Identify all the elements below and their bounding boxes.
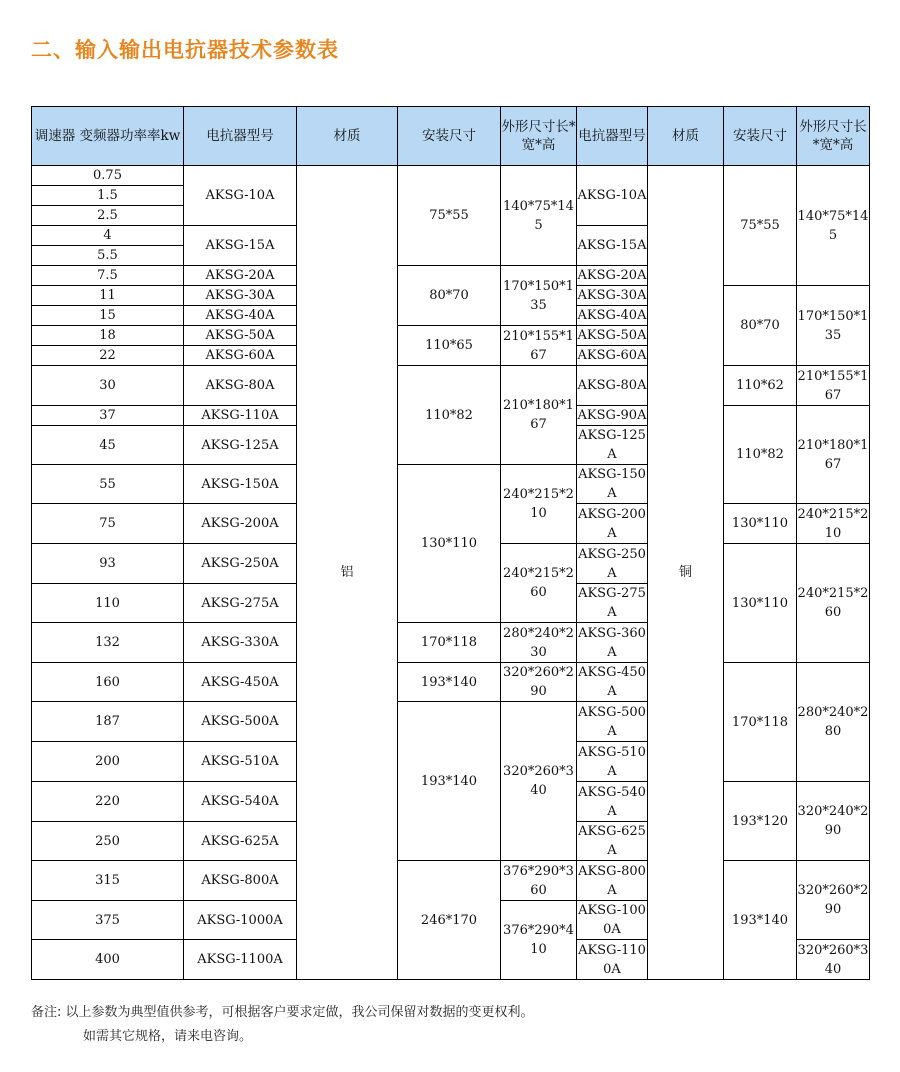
power-cell: 5.5 [32, 246, 184, 266]
model-cu-cell: AKSG-540A [577, 782, 648, 822]
material-cu-cell: 铜 [648, 166, 724, 980]
model-al-cell: AKSG-30A [184, 286, 297, 306]
mount-cu-cell: 130*110 [724, 504, 797, 544]
model-al-cell: AKSG-250A [184, 544, 297, 584]
model-al-cell: AKSG-15A [184, 226, 297, 266]
dims-cu-cell: 240*215*260 [797, 544, 870, 663]
dims-al-cell: 210*180*167 [501, 366, 577, 465]
model-al-cell: AKSG-625A [184, 822, 297, 861]
dims-cu-cell: 210*180*167 [797, 406, 870, 504]
mount-cu-cell: 130*110 [724, 544, 797, 663]
power-cell: 160 [32, 663, 184, 702]
model-al-cell: AKSG-800A [184, 861, 297, 901]
header-model-cu: 电抗器型号 [577, 107, 648, 166]
model-al-cell: AKSG-275A [184, 584, 297, 623]
header-mount-cu: 安装尺寸 [724, 107, 797, 166]
header-power: 调速器 变频器功率率kw [32, 107, 184, 166]
dims-al-cell: 376*290*410 [501, 901, 577, 980]
model-al-cell: AKSG-125A [184, 426, 297, 465]
model-cu-cell: AKSG-10A [577, 166, 648, 226]
model-cu-cell: AKSG-80A [577, 366, 648, 406]
model-al-cell: AKSG-1000A [184, 901, 297, 940]
model-al-cell: AKSG-50A [184, 326, 297, 346]
model-cu-cell: AKSG-30A [577, 286, 648, 306]
mount-cu-cell: 193*120 [724, 782, 797, 861]
dims-al-cell: 320*260*290 [501, 663, 577, 702]
model-al-cell: AKSG-40A [184, 306, 297, 326]
dims-cu-cell: 280*240*280 [797, 663, 870, 782]
model-cu-cell: AKSG-90A [577, 406, 648, 426]
footnote-line-2: 如需其它规格，请来电咨询。 [83, 1029, 253, 1044]
power-cell: 2.5 [32, 206, 184, 226]
power-cell: 93 [32, 544, 184, 584]
model-cu-cell: AKSG-510A [577, 742, 648, 782]
power-cell: 30 [32, 366, 184, 406]
header-dims-cu: 外形尺寸长*宽*高 [797, 107, 870, 166]
model-cu-cell: AKSG-275A [577, 584, 648, 623]
model-cu-cell: AKSG-250A [577, 544, 648, 584]
power-cell: 11 [32, 286, 184, 306]
model-cu-cell: AKSG-40A [577, 306, 648, 326]
model-cu-cell: AKSG-1100A [577, 940, 648, 980]
model-cu-cell: AKSG-800A [577, 861, 648, 901]
header-model-al: 电抗器型号 [184, 107, 297, 166]
mount-cu-cell: 80*70 [724, 286, 797, 366]
model-cu-cell: AKSG-125A [577, 426, 648, 465]
model-cu-cell: AKSG-50A [577, 326, 648, 346]
model-cu-cell: AKSG-450A [577, 663, 648, 702]
material-al-cell: 铝 [297, 166, 398, 980]
power-cell: 37 [32, 406, 184, 426]
model-al-cell: AKSG-10A [184, 166, 297, 226]
model-cu-cell: AKSG-1000A [577, 901, 648, 940]
dims-cu-cell: 170*150*135 [797, 286, 870, 366]
power-cell: 0.75 [32, 166, 184, 186]
mount-al-cell: 170*118 [398, 623, 501, 663]
model-al-cell: AKSG-500A [184, 702, 297, 742]
dims-al-cell: 170*150*135 [501, 266, 577, 326]
spec-table [31, 106, 870, 980]
mount-al-cell: 246*170 [398, 861, 501, 980]
model-cu-cell: AKSG-20A [577, 266, 648, 286]
model-al-cell: AKSG-540A [184, 782, 297, 822]
mount-al-cell: 193*140 [398, 702, 501, 861]
model-al-cell: AKSG-150A [184, 465, 297, 504]
header-mount-al: 安装尺寸 [398, 107, 501, 166]
dims-al-cell: 240*215*210 [501, 465, 577, 544]
power-cell: 15 [32, 306, 184, 326]
header-dims-al: 外形尺寸长*宽*高 [501, 107, 577, 166]
model-cu-cell: AKSG-360A [577, 623, 648, 663]
dims-al-cell: 280*240*230 [501, 623, 577, 663]
mount-cu-cell: 75*55 [724, 166, 797, 286]
model-al-cell: AKSG-200A [184, 504, 297, 544]
power-cell: 4 [32, 226, 184, 246]
dims-al-cell: 376*290*360 [501, 861, 577, 901]
model-al-cell: AKSG-330A [184, 623, 297, 663]
mount-cu-cell: 193*140 [724, 861, 797, 980]
power-cell: 75 [32, 504, 184, 544]
model-cu-cell: AKSG-625A [577, 822, 648, 861]
model-cu-cell: AKSG-15A [577, 226, 648, 266]
header-material-al: 材质 [297, 107, 398, 166]
model-al-cell: AKSG-110A [184, 406, 297, 426]
mount-al-cell: 110*65 [398, 326, 501, 366]
dims-cu-cell: 240*215*210 [797, 504, 870, 544]
power-cell: 7.5 [32, 266, 184, 286]
page-title: 二、输入输出电抗器技术参数表 [31, 38, 339, 62]
model-al-cell: AKSG-1100A [184, 940, 297, 980]
power-cell: 1.5 [32, 186, 184, 206]
power-cell: 18 [32, 326, 184, 346]
mount-al-cell: 193*140 [398, 663, 501, 702]
dims-cu-cell: 320*260*340 [797, 940, 870, 980]
power-cell: 220 [32, 782, 184, 822]
power-cell: 110 [32, 584, 184, 623]
header-material-cu: 材质 [648, 107, 724, 166]
mount-al-cell: 130*110 [398, 465, 501, 623]
footnote [31, 1001, 534, 1049]
mount-cu-cell: 110*82 [724, 406, 797, 504]
dims-al-cell: 320*260*340 [501, 702, 577, 861]
power-cell: 45 [32, 426, 184, 465]
model-cu-cell: AKSG-60A [577, 346, 648, 366]
model-cu-cell: AKSG-200A [577, 504, 648, 544]
power-cell: 55 [32, 465, 184, 504]
power-cell: 187 [32, 702, 184, 742]
footnote-line-1: 备注: 以上参数为典型值供参考，可根据客户要求定做，我公司保留对数据的变更权利。 [31, 1005, 534, 1020]
model-al-cell: AKSG-510A [184, 742, 297, 782]
power-cell: 375 [32, 901, 184, 940]
dims-cu-cell: 320*260*290 [797, 861, 870, 940]
power-cell: 132 [32, 623, 184, 663]
model-al-cell: AKSG-60A [184, 346, 297, 366]
model-cu-cell: AKSG-500A [577, 702, 648, 742]
model-cu-cell: AKSG-150A [577, 465, 648, 504]
dims-cu-cell: 210*155*167 [797, 366, 870, 406]
dims-cu-cell: 320*240*290 [797, 782, 870, 861]
mount-cu-cell: 110*62 [724, 366, 797, 406]
mount-cu-cell: 170*118 [724, 663, 797, 782]
mount-al-cell: 110*82 [398, 366, 501, 465]
dims-cu-cell: 140*75*145 [797, 166, 870, 286]
mount-al-cell: 80*70 [398, 266, 501, 326]
mount-al-cell: 75*55 [398, 166, 501, 266]
model-al-cell: AKSG-80A [184, 366, 297, 406]
power-cell: 200 [32, 742, 184, 782]
power-cell: 22 [32, 346, 184, 366]
model-al-cell: AKSG-450A [184, 663, 297, 702]
power-cell: 400 [32, 940, 184, 980]
power-cell: 315 [32, 861, 184, 901]
dims-al-cell: 240*215*260 [501, 544, 577, 623]
model-al-cell: AKSG-20A [184, 266, 297, 286]
dims-al-cell: 210*155*167 [501, 326, 577, 366]
power-cell: 250 [32, 822, 184, 861]
dims-al-cell: 140*75*145 [501, 166, 577, 266]
